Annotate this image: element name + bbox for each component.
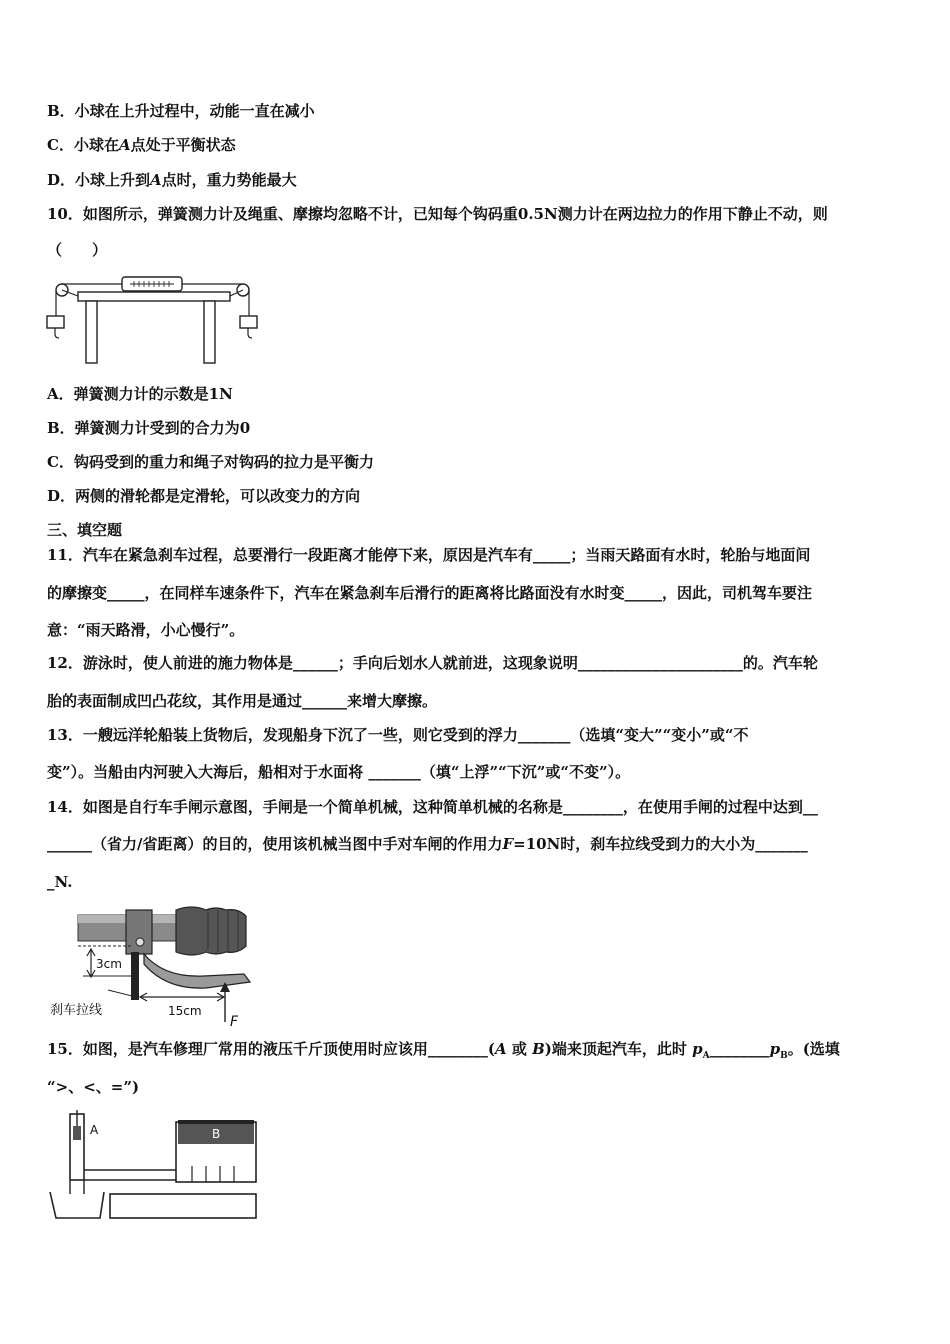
q14-line2-part1: ______（省力/省距离）的目的，使用该机械当图中手对车闸的作用力 [47, 835, 503, 853]
q9-option-c [47, 135, 906, 155]
q9-option-d-var: A [150, 171, 162, 189]
q11-line1: 11．汽车在紧急刹车过程，总要滑行一段距离才能停下来，原因是汽车有_____；当雨天路面有水时，轮胎与地面间 [47, 546, 811, 564]
q10-stem [47, 204, 906, 224]
q10-option-b-text: B．弹簧测力计受到的合力为 [47, 419, 240, 437]
q10-answer-paren: （ ） [47, 241, 108, 259]
q14-force-value: =10N [513, 835, 561, 853]
label-15cm: 15cm [168, 1004, 202, 1018]
q9-option-b: B．小球在上升过程中，动能一直在减小 [47, 102, 315, 120]
q10-option-c: C．钩码受到的重力和绳子对钩码的拉力是平衡力 [47, 453, 374, 471]
q9-option-d [47, 170, 906, 190]
q10-stem-part1: 10．如图所示，弹簧测力计及绳重、摩擦均忽略不计，已知每个钩码重 [47, 205, 518, 223]
q15-line2: “>、<、=”) [47, 1078, 140, 1096]
q15-var-a: A [494, 1040, 507, 1058]
q14-line2-part2: 时，刹车拉线受到力的大小为_______ [560, 835, 808, 853]
section-title-fill-in: 三、填空题 [47, 521, 123, 539]
spring-scale-figure [42, 272, 264, 364]
label-piston-a: A [90, 1123, 99, 1137]
q15-line1 [47, 1039, 906, 1066]
q15-pressure-b-sub: B [780, 1051, 788, 1061]
bicycle-brake-figure [48, 902, 258, 1027]
q10-option-a-value: 1N [208, 385, 233, 403]
q15-line1-part3: 。(选填 [787, 1040, 840, 1058]
q12-line2: 胎的表面制成凹凸花纹，其作用是通过______来增大摩擦。 [47, 692, 438, 710]
q15-pressure-a: p [692, 1040, 703, 1058]
q11-line3: 意：“雨天路滑，小心慢行”。 [47, 621, 245, 639]
q15-or: 或 [506, 1040, 533, 1058]
q9-option-c-part1: C．小球在 [47, 136, 119, 154]
q15-var-b: B [532, 1040, 545, 1058]
q14-line3: _N. [47, 873, 73, 891]
q9-option-d-part1: D．小球上升到 [47, 171, 151, 189]
q10-stem-value: 0.5N [517, 205, 558, 223]
q9-option-d-part2: 点时，重力势能最大 [161, 171, 297, 189]
q15-blank: ________ [709, 1040, 770, 1058]
q9-option-c-var: A [118, 136, 131, 154]
q10-option-d: D．两侧的滑轮都是定滑轮，可以改变力的方向 [47, 487, 361, 505]
q10-option-b [47, 418, 906, 438]
label-piston-b: B [212, 1127, 221, 1141]
q15-line1-part2: )端来顶起汽车，此时 [544, 1040, 693, 1058]
label-force-f: F [230, 1014, 239, 1027]
q15-pressure-b: p [769, 1040, 781, 1058]
q12-line1: 12．游泳时，使人前进的施力物体是______；手向后划水人就前进，这现象说明______________________的。汽车轮 [47, 654, 818, 672]
q14-force-var: F [502, 835, 514, 853]
q10-option-a-text: A．弹簧测力计的示数是 [47, 385, 209, 403]
q15-pressure-a-sub: A [702, 1051, 710, 1061]
q11-line2: 的摩擦变_____，在同样车速条件下，汽车在紧急刹车后滑行的距离将比路面没有水时变_____，因此，司机驾车要注 [47, 584, 813, 602]
q13-line2: 变”）。当船由内河驶入大海后，船相对于水面将 _______（填“上浮”“下沉”或“不变”）。 [47, 763, 631, 781]
q10-stem-part2: 测力计在两边拉力的作用下静止不动，则 [557, 205, 828, 223]
q10-option-a [47, 384, 906, 404]
q9-option-c-part2: 点处于平衡状态 [130, 136, 236, 154]
hydraulic-jack-figure [46, 1110, 260, 1222]
label-brake-cable: 刹车拉线 [50, 1003, 103, 1018]
q10-option-b-value: 0 [239, 419, 251, 437]
q14-line1: 14．如图是自行车手闸示意图，手闸是一个简单机械，这种简单机械的名称是________，在使用手闸的过程中达到__ [47, 798, 818, 816]
q15-line1-part1: 15．如图，是汽车修理厂常用的液压千斤顶使用时应该用________( [47, 1040, 495, 1058]
label-3cm: 3cm [96, 957, 122, 971]
q13-line1: 13．一艘远洋轮船装上货物后，发现船身下沉了一些，则它受到的浮力_______（选填“变大”“变小”或“不 [47, 726, 749, 744]
q14-line2 [47, 834, 906, 854]
